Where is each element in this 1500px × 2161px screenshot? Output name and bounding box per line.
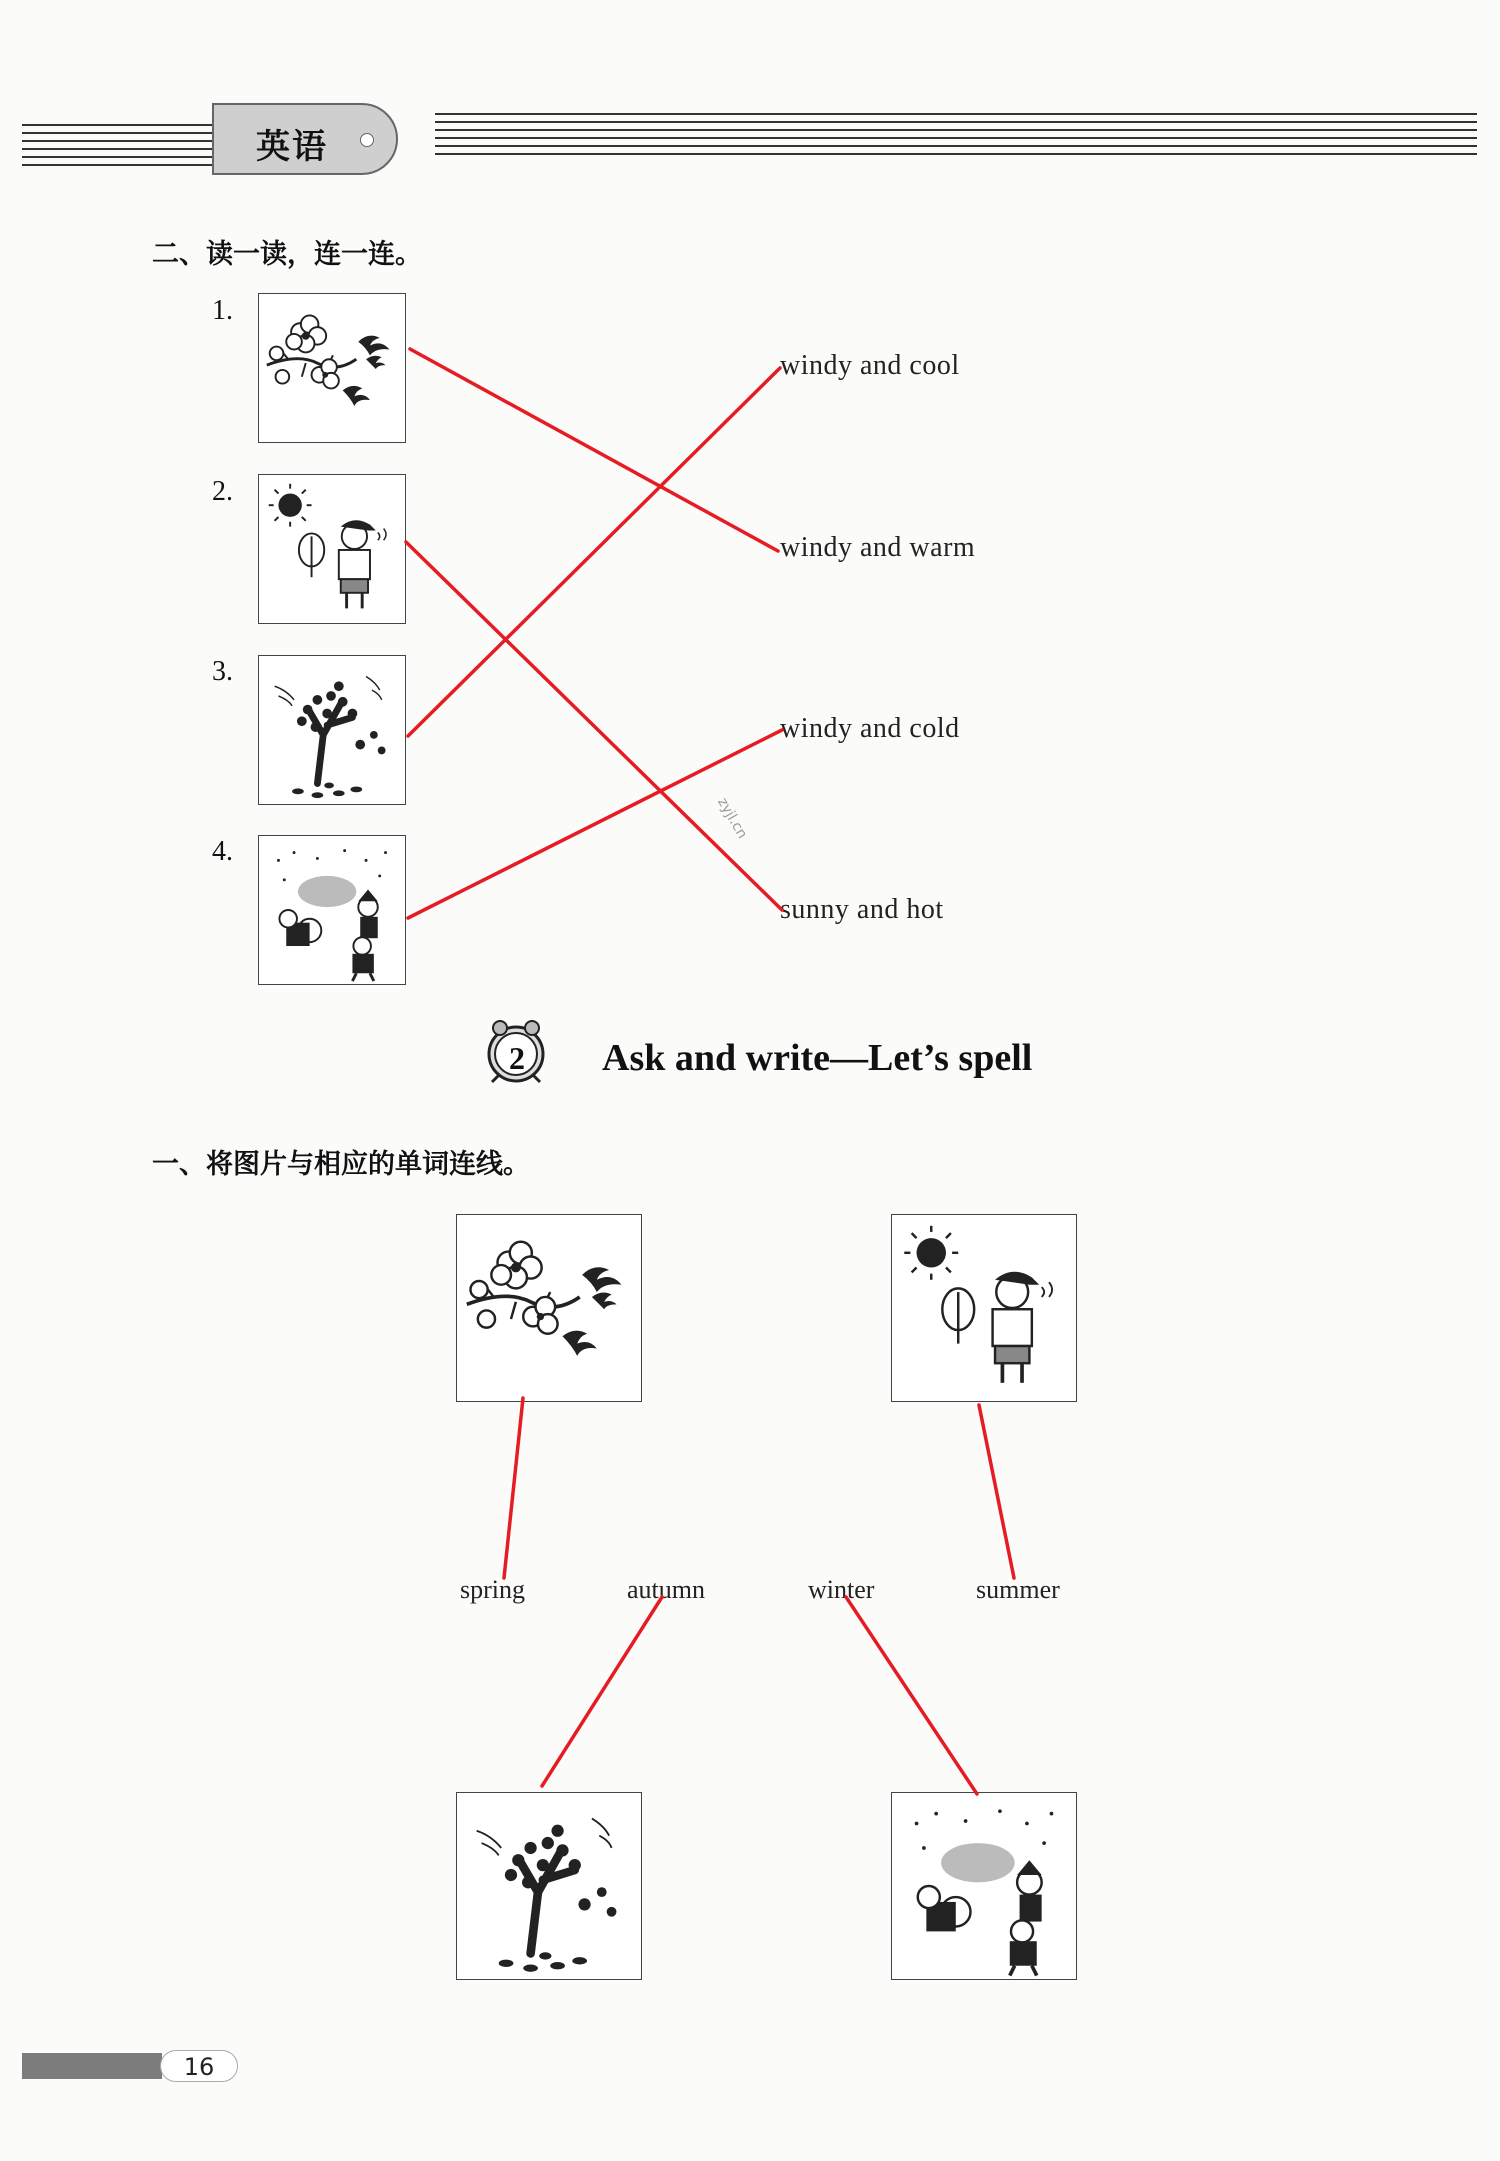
subject-tab [212, 103, 398, 175]
lesson-title: Ask and write—Let’s spell [602, 1037, 1033, 1079]
word-winter[interactable]: winter [808, 1575, 875, 1604]
item-number-4: 4. [212, 836, 233, 867]
answer-line [408, 368, 780, 736]
word-autumn[interactable]: autumn [627, 1575, 705, 1604]
footer-bar [22, 2053, 162, 2079]
summer-sun-boy-fan-icon[interactable] [258, 474, 406, 624]
answer-line [979, 1405, 1014, 1578]
phrase-windy-and-warm[interactable]: windy and warm [780, 532, 976, 563]
phrase-windy-and-cool[interactable]: windy and cool [780, 350, 960, 381]
word-summer[interactable]: summer [976, 1575, 1060, 1604]
item-number-1: 1. [212, 295, 233, 326]
tab-hole [360, 133, 374, 147]
summer-sun-boy-fan-icon[interactable] [891, 1214, 1077, 1402]
word-spring[interactable]: spring [460, 1575, 525, 1604]
answer-line [410, 349, 778, 551]
section1-instruction: 二、读一读，连一连。 [152, 239, 422, 270]
winter-snow-children-icon[interactable] [258, 835, 406, 985]
spring-flowers-swallows-icon[interactable] [456, 1214, 642, 1402]
phrase-windy-and-cold[interactable]: windy and cold [780, 713, 960, 744]
item-number-2: 2. [212, 476, 233, 507]
header-rule-right [435, 113, 1477, 157]
phrase-sunny-and-hot[interactable]: sunny and hot [780, 894, 944, 925]
lesson-badge-number: 2 [509, 1040, 525, 1076]
subject-label: 英语 [256, 127, 328, 167]
answer-line [504, 1398, 523, 1578]
spring-flowers-swallows-icon[interactable] [258, 293, 406, 443]
answer-line [406, 542, 782, 910]
answer-line [542, 1597, 662, 1786]
answer-line [846, 1597, 977, 1794]
winter-snow-children-icon[interactable] [891, 1792, 1077, 1980]
section2-instruction: 一、将图片与相应的单词连线。 [152, 1149, 530, 1180]
autumn-tree-falling-leaves-icon[interactable] [456, 1792, 642, 1980]
header-rule-left [22, 124, 217, 168]
item-number-3: 3. [212, 656, 233, 687]
watermark: zyjl.cn [714, 795, 751, 842]
page-number: 16 [160, 2050, 238, 2082]
autumn-tree-falling-leaves-icon[interactable] [258, 655, 406, 805]
